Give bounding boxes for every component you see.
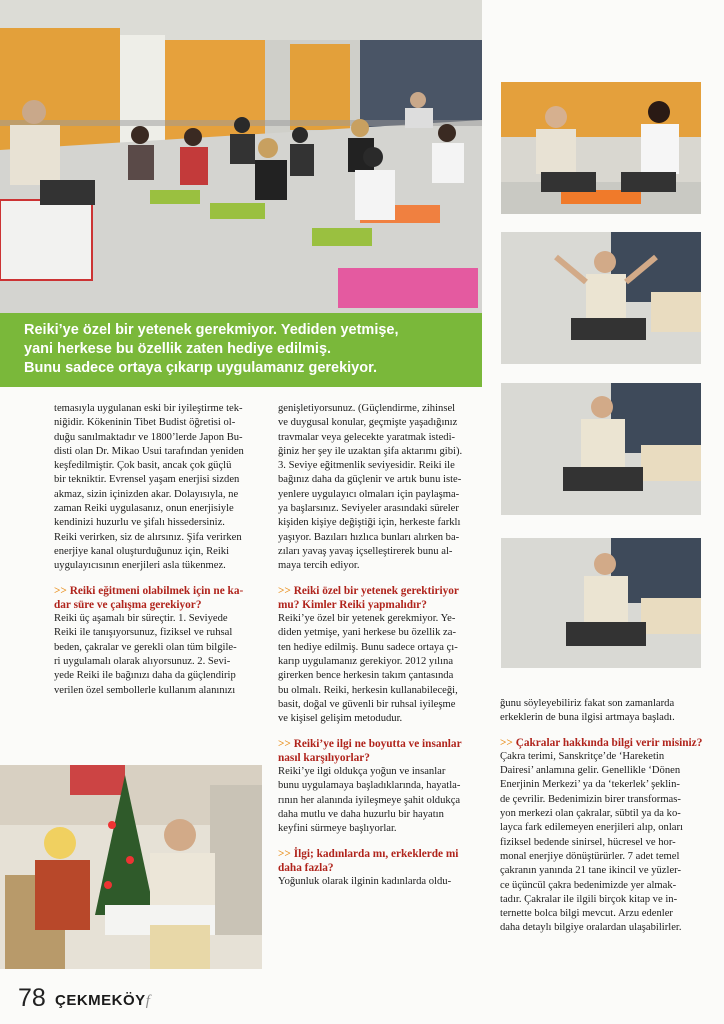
text-line: zıları yavaş yavaş içselleştirerek bunu al- [278,545,453,557]
magazine-brand [55,992,150,1010]
text-line: zaman Reiki uygulasanız, onun enerjisiyle [54,503,234,515]
text-line: kendinizi huzurlu ve şifalı hissedersiniz. [54,517,225,529]
man-meditating-photo-2 [501,383,701,515]
text-line: fiziksel bedende sinirsel, hücresel ve hor- [500,836,676,848]
arrow-icon: >> [278,847,294,860]
text-line: yaşıyor. Bazıları hızlıca bunları alırken ba- [278,531,460,543]
text-line: beden, çakralar ve gerekli olan tüm bilgile- [54,641,237,653]
question-heading [54,584,264,598]
question-heading [500,736,710,750]
text-line: ğunu söyleyebiliriz fakat son zamanlarda [500,698,675,709]
text-line: yenlere uygulayıcı olmaları için paylaşma- [278,488,460,500]
text-line: ve kişisel gelişim metodudur. [278,713,403,725]
text-line: uygulayıcısının enerjileri asla tükenmez. [54,560,226,572]
text-line: Reiki’ye özel bir yetenek gerekmiyor. Ye- [278,613,456,625]
text-line: maya tercih ediyor. [278,560,360,572]
column-3 [500,697,710,936]
question-line: daha fazla? [278,861,334,874]
interview-photo [0,765,262,969]
text-line: bir tekniktir. Evrensel yaşam enerjisi sizden [54,474,240,486]
text-line: Yoğunluk olarak ilginin kadınlarda oldu- [278,876,452,888]
question-line: Reiki eğitmeni olabilmek için ne ka- [69,584,244,597]
text-line: karıp uygulamanız gerekiyor. 2012 yılına [278,656,454,668]
text-line: de çevrilir. Bedenimizin birer transformas- [500,793,681,805]
text-line: genişletiyorsunuz. (Güçlendirme, zihinsel [278,403,456,414]
text-line: ri uygulamalı olarak alıyorsunuz. 2. Sevi- [54,656,231,668]
text-line: daha detaylı bilgiye oralardan ulaşabilirler. [500,922,682,934]
text-line: ya başlarsınız. Seviyeler arasındaki süreler [278,503,459,515]
text-line: çakranın yanında 21 tane ikincil ve yüzler- [500,865,681,877]
text-line: disti olan Dr. Mikao Usui tarafından yeniden [54,445,244,457]
question-line: Çakralar hakkında bilgi verir misiniz? [515,736,703,749]
text-line: ce üçüncül çakra bedenimizde yer almak- [500,879,677,891]
arrow-icon: >> [54,584,70,597]
text-line: Dairesi’ anlamına gelir. Genellikle ‘Dönen [500,765,681,777]
pull-quote-line: yani herkese bu özellik zaten hediye edilmiş. [24,341,332,357]
text-line: enerjiye kanal oluşturduğunuz için, Reiki [54,545,230,557]
class-photo [0,0,482,313]
text-line: Enerjinin Merkezi’ ya da ‘tekerlek’ şeklin- [500,779,680,791]
arrow-icon: >> [278,737,294,750]
question-line: nasıl karşılıyorlar? [278,751,370,764]
question-line: Reiki’ye ilgi ne boyutta ve insanlar [293,737,462,750]
text-line: rının her alanında iyileşmeye şahit oldukça [278,794,461,806]
pull-quote-line: Reiki’ye özel bir yetenek gerekmiyor. Yediden yetmişe, [24,322,399,338]
text-line: 3. Seviye eğitmenlik seviyesidir. Reiki ile [278,460,455,472]
text-line: ten hediye edilmiş. Bunu sadece ortaya çı- [278,641,458,653]
question-heading [278,847,488,861]
text-line: yede Reiki ile bağınızı daha da güçlendirip [54,670,236,682]
text-line: ternette bolca bilgi mevcut. Arzu edenler [500,908,673,920]
text-line: Reiki’ye ilgi oldukça yoğun ve insanlar [278,766,446,778]
pull-quote [0,313,482,387]
question-heading [278,584,488,598]
text-line: temasıyla uygulanan eski bir iyileştirme tek- [54,403,243,414]
text-line: kişiden kişiye değiştiği için, herkeste farklı [278,517,461,529]
arrow-icon: >> [500,736,516,749]
text-line: monal enerjiye dönüştürürler. 7 adet temel [500,850,680,862]
text-line: ğiniz her şey ile uzaktan şifa aktarımı gibi). [278,445,463,457]
page-number: 78 [18,984,46,1012]
brand-suffix: f [145,993,151,1009]
brand-name: ÇEKMEKÖY [55,992,146,1009]
text-line: Reiki ile tanışıyorsunuz, fiziksel ve ruhsal [54,627,233,639]
man-meditating-photo-1 [501,232,701,364]
text-line: girerken bence herkesin takım çantasında [278,670,454,682]
arrow-icon: >> [278,584,294,597]
text-line: Reiki üç aşamalı bir süreçtir. 1. Seviyede [54,613,228,625]
text-line: erkeklerin de buna ilgisi artmaya başladı. [500,712,675,724]
couple-reiki-photo [501,82,701,214]
pull-quote-line: Bunu sadece ortaya çıkarıp uygulamanız gerekiyor. [24,360,377,376]
column-1 [54,402,264,698]
text-line: layca fark edilemeyen enerjileri alıp, onları [500,822,683,834]
text-line: daha mutlu ve daha huzurlu bir hayatın [278,809,444,821]
text-line: travmalar veya gelecekte yaratmak istedi- [278,431,456,443]
text-line: Çakra terimi, Sanskritçe’de ‘Hareketin [500,750,665,762]
text-line: basit, doğal ve güvenli bir ruhsal iyileşme [278,698,456,710]
question-line: İlgi; kadınlarda mı, erkeklerde mi [293,847,459,860]
text-line: verilen özel sembollerle kullanım alanınızı [54,684,236,696]
text-line: keşfedilmiştir. Çok basit, ancak çok güçlü [54,460,232,472]
question-line: Reiki özel bir yetenek gerektiriyor [293,584,459,597]
text-line: akmaz, sizin içinizden akar. Dolayısıyla, ne [54,488,239,500]
text-line: keyfini sürmeye başlıyorlar. [278,823,397,835]
man-meditating-photo-3 [501,538,701,668]
text-line: bunu uygulamaya başladıklarında, hayatla- [278,780,461,792]
text-line: tadır. Çakralar ile ilgili birçok kitap ve in- [500,893,678,905]
question-line: dar süre ve çalışma gerekiyor? [54,598,202,611]
text-line: yon merkezi olan çakralar, sübtil ya da ko- [500,808,681,820]
text-line: niğidir. Kökeninin Tibet Budist öğretisi ol- [54,417,236,429]
text-line: duğu sanılmaktadır ve 1800’lerde Japon Bu- [54,431,243,443]
text-line: bağınız daha da güçlenir ve artık bunu iste- [278,474,462,486]
text-line: Reiki verirken, siz de alırsınız. Şifa verirken [54,531,242,543]
question-heading [278,737,488,751]
text-line: bu olmalı. Reiki, herkesin kullanabileceği, [278,684,458,696]
text-line: diden yetmişe, yani herkese bu özellik za- [278,627,456,639]
question-line: mu? Kimler Reiki yapmalıdır? [278,598,427,611]
text-line: ve duygusal konular, geçmişte yaşadığınız [278,417,458,429]
column-2 [278,402,488,890]
